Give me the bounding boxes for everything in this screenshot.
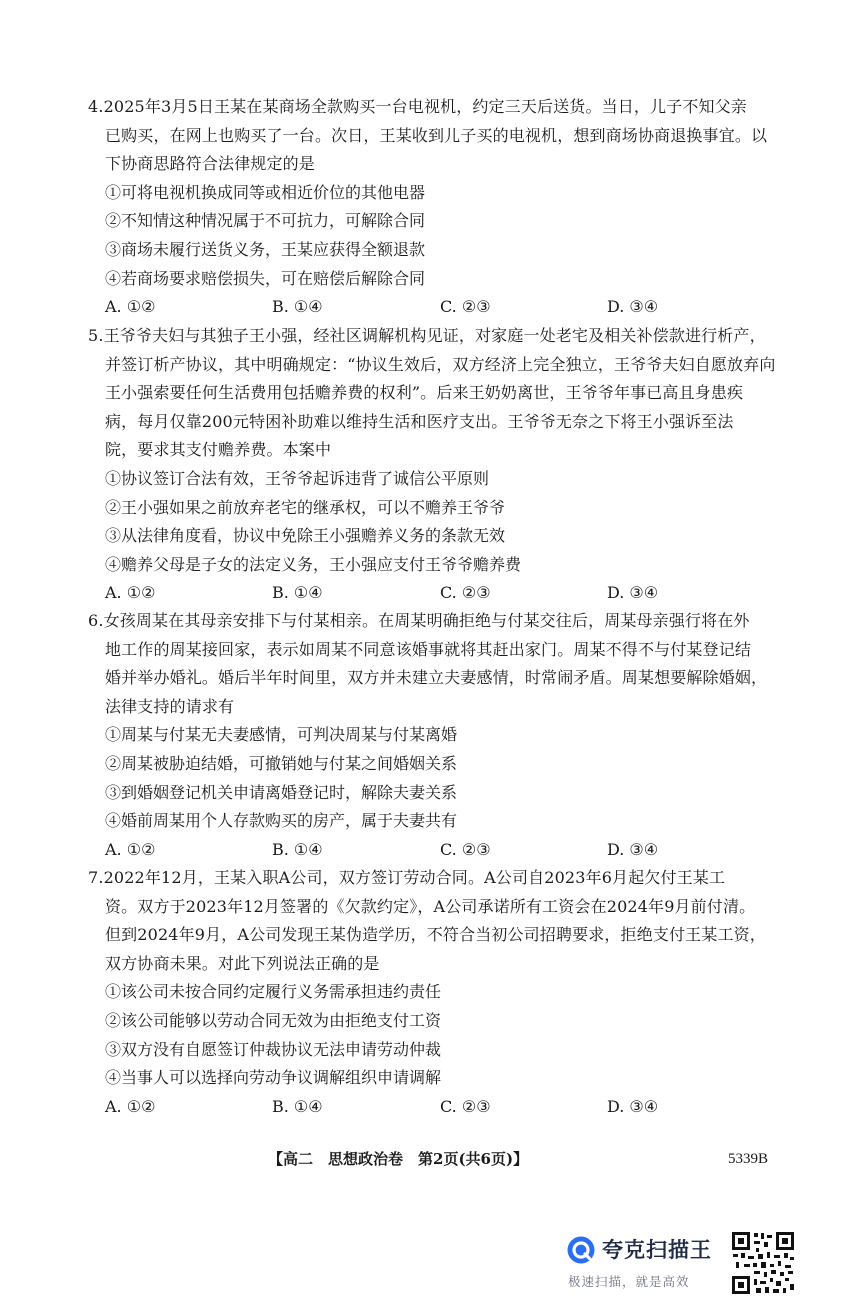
question-stem-line: 已购买，在网上也购买了一台。次日，王某收到儿子买的电视机，想到商场协商退换事宜。以 <box>105 125 768 145</box>
statement-option: ③商场未履行送货义务，王某应获得全额退款 <box>105 239 426 259</box>
choice-a[interactable]: A. ①② <box>105 1096 156 1116</box>
watermark-brand: 夸克扫描王 <box>602 1238 712 1262</box>
answer-choices <box>88 1093 778 1122</box>
question-stem-line: 资。双方于2023年12月签署的《欠款约定》，A公司承诺所有工资会在2024年9月前付清。 <box>105 896 756 916</box>
choice-b[interactable]: B. ①④ <box>272 839 323 859</box>
question-stem-line: 双方协商未果。对此下列说法正确的是 <box>105 953 380 973</box>
choice-c[interactable]: C. ②③ <box>440 297 491 317</box>
choice-a[interactable]: A. ①② <box>105 583 156 603</box>
choice-c[interactable]: C. ②③ <box>440 839 491 859</box>
statement-option: ①周某与付某无夫妻感情，可判决周某与付某离婚 <box>105 725 458 745</box>
question-stem-line: 病，每月仅靠200元特困补助难以维持生活和医疗支出。王爷爷无奈之下将王小强诉至法 <box>105 411 734 431</box>
choice-c[interactable]: C. ②③ <box>440 583 491 603</box>
statement-option: ④婚前周某用个人存款购买的房产，属于夫妻共有 <box>105 811 458 831</box>
choice-b[interactable]: B. ①④ <box>272 297 323 317</box>
watermark-slogan: 极速扫描，就是高效 <box>568 1274 690 1289</box>
statement-option: ④赡养父母是子女的法定义务，王小强应支付王爷爷赡养费 <box>105 554 522 574</box>
choice-d[interactable]: D. ③④ <box>607 297 659 317</box>
page-footer <box>0 1147 860 1171</box>
question-stem-line: 4.2025年3月5日王某在某商场全款购买一台电视机，约定三天后送货。当日，儿子不知父亲 <box>88 97 747 116</box>
question-stem-line: 6.女孩周某在其母亲安排下与付某相亲。在周某明确拒绝与付某交往后，周某母亲强行将在外 <box>88 611 750 630</box>
statement-option: ②不知情这种情况属于不可抗力，可解除合同 <box>105 211 426 231</box>
statement-option: ③从法律角度看，协议中免除王小强赡养义务的条款无效 <box>105 526 506 546</box>
question-stem-line: 法律支持的请求有 <box>105 696 235 716</box>
question-5 <box>88 322 778 608</box>
choice-d[interactable]: D. ③④ <box>607 1096 659 1116</box>
question-stem-line: 婚并举办婚礼。婚后半年时间里，双方并未建立夫妻感情，时常闹矛盾。周某想要解除婚姻， <box>105 668 768 688</box>
statement-option: ①可将电视机换成同等或相近价位的其他电器 <box>105 182 426 202</box>
question-stem-line: 王小强索要任何生活费用包括赡养费的权利”。后来王奶奶离世，王爷爷年事已高且身患疾 <box>105 383 744 403</box>
statement-option: ②该公司能够以劳动合同无效为由拒绝支付工资 <box>105 1010 442 1030</box>
qr-code-icon <box>730 1230 796 1296</box>
statement-option: ①协议签订合法有效，王爷爷起诉违背了诚信公平原则 <box>105 468 490 488</box>
question-7 <box>88 864 778 1121</box>
statement-option: ②王小强如果之前放弃老宅的继承权，可以不赡养王爷爷 <box>105 497 506 517</box>
question-stem-line: 7.2022年12月，王某入职A公司，双方签订劳动合同。A公司自2023年6月起欠付王某工 <box>88 868 726 887</box>
question-6 <box>88 607 778 864</box>
statement-option: ③到婚姻登记机关申请离婚登记时，解除夫妻关系 <box>105 782 458 802</box>
choice-d[interactable]: D. ③④ <box>607 583 659 603</box>
answer-choices <box>88 579 778 608</box>
paper-code: 5339B <box>728 1151 769 1167</box>
question-4 <box>88 93 778 322</box>
question-stem-line: 地工作的周某接回家，表示如周某不同意该婚事就将其赶出家门。周某不得不与付某登记结 <box>105 639 752 659</box>
footer-title: 【高二 思想政治卷 第2页(共6页)】 <box>268 1150 529 1168</box>
statement-option: ④当事人可以选择向劳动争议调解组织申请调解 <box>105 1068 442 1088</box>
statement-option: ①该公司未按合同约定履行义务需承担违约责任 <box>105 982 442 1002</box>
answer-choices <box>88 836 778 865</box>
statement-option: ③双方没有自愿签订仲裁协议无法申请劳动仲裁 <box>105 1039 442 1059</box>
choice-b[interactable]: B. ①④ <box>272 583 323 603</box>
choice-a[interactable]: A. ①② <box>105 839 156 859</box>
question-stem-line: 并签订析产协议，其中明确规定：“协议生效后，双方经济上完全独立，王爷爷夫妇自愿放弃向 <box>105 354 776 374</box>
quark-logo-icon <box>566 1235 596 1265</box>
choice-a[interactable]: A. ①② <box>105 297 156 317</box>
answer-choices <box>88 293 778 322</box>
question-stem-line: 下协商思路符合法律规定的是 <box>105 154 315 174</box>
question-stem-line: 院，要求其支付赡养费。本案中 <box>105 440 332 460</box>
question-stem-line: 5.王爷爷夫妇与其独子王小强，经社区调解机构见证，对家庭一处老宅及相关补偿款进行析产， <box>88 326 766 345</box>
statement-option: ②周某被胁迫结婚，可撤销她与付某之间婚姻关系 <box>105 753 458 773</box>
scanner-watermark <box>566 1230 806 1296</box>
statement-option: ④若商场要求赔偿损失，可在赔偿后解除合同 <box>105 268 426 288</box>
choice-c[interactable]: C. ②③ <box>440 1096 491 1116</box>
choice-b[interactable]: B. ①④ <box>272 1096 323 1116</box>
choice-d[interactable]: D. ③④ <box>607 839 659 859</box>
question-stem-line: 但到2024年9月，A公司发现王某伪造学历，不符合当初公司招聘要求，拒绝支付王某工资， <box>105 925 766 945</box>
